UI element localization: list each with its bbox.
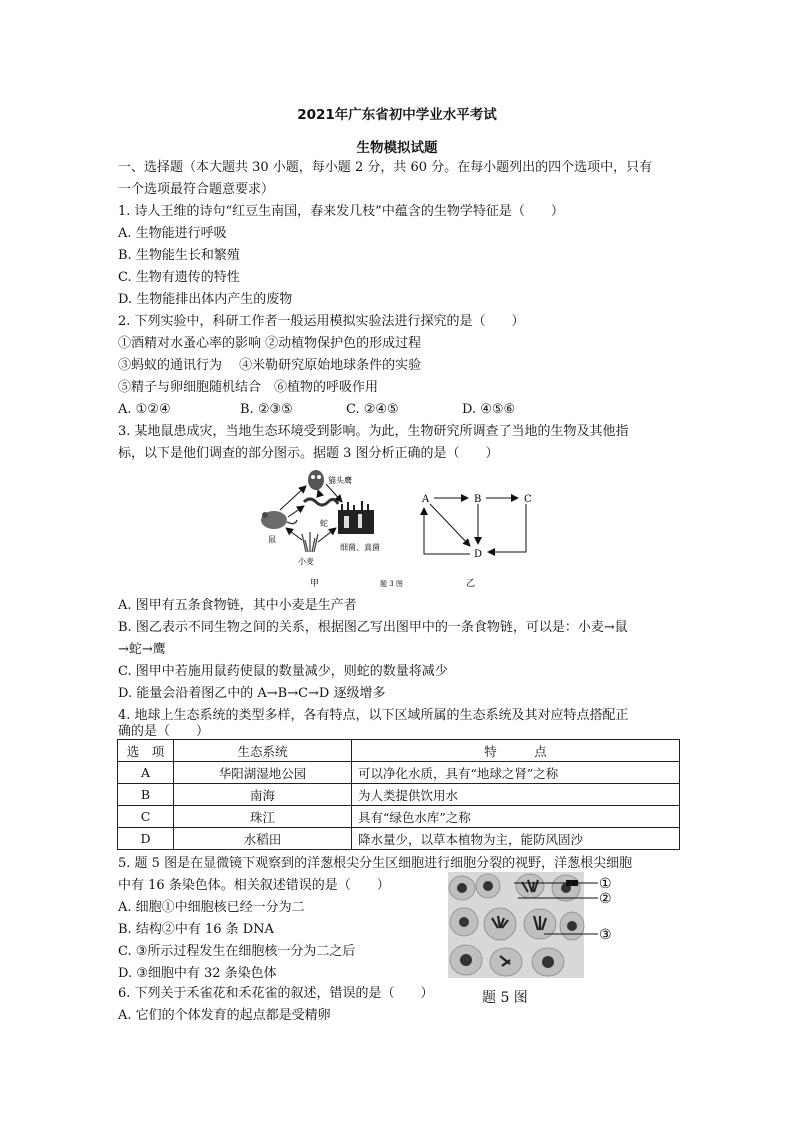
- owl-icon: [308, 470, 324, 490]
- food-web-jia: [261, 470, 380, 589]
- arrow-d-a: [424, 508, 470, 554]
- table-cell: 华阳湖湿地公园: [174, 762, 352, 784]
- table-cell: D: [118, 828, 174, 850]
- q5-option-a: A. 细胞①中细胞核已经一分为二: [118, 900, 305, 915]
- q2-option-c: C. ②④⑤: [346, 402, 399, 417]
- label-2: ②: [599, 891, 612, 907]
- node-d: D: [474, 549, 483, 560]
- exam-subtitle: 生物模拟试题: [356, 140, 438, 156]
- rat-icon: [261, 511, 297, 529]
- table-row: [118, 828, 680, 850]
- q1-stem: 1. 诗人王维的诗句“红豆生南国，春来发几枝”中蕴含的生物学特征是（ ）: [118, 204, 564, 219]
- arrow-wheat-rat: [286, 528, 302, 540]
- q3-option-b-cont: →蛇→鹰: [118, 642, 166, 657]
- label-snake: 蛇: [320, 519, 328, 528]
- table-cell: 具有“绿色水库”之称: [352, 806, 680, 828]
- q5-stem-line2: 中有 16 条染色体。相关叙述错误的是（ ）: [118, 878, 390, 893]
- arrow-wheat-fungi: [318, 528, 336, 542]
- table-header-row: [118, 740, 680, 762]
- table-cell: A: [118, 762, 174, 784]
- q5-micrograph: [448, 872, 618, 1006]
- fungi-icon: [338, 501, 374, 534]
- exam-title: 2021年广东省初中学业水平考试: [297, 107, 497, 123]
- table-cell: 为人类提供饮用水: [352, 784, 680, 806]
- table-cell: 珠江: [174, 806, 352, 828]
- q2-item-line1: ①酒精对水蚤心率的影响 ②动植物保护色的形成过程: [118, 336, 422, 351]
- q2-option-b: B. ②③⑤: [240, 402, 293, 417]
- ecosystem-table: [117, 739, 680, 850]
- table-row: [118, 806, 680, 828]
- q2-options: [118, 402, 515, 418]
- table-cell: 降水量少，以草本植物为主，能防风固沙: [352, 828, 680, 850]
- table-cell: C: [118, 806, 174, 828]
- label-wheat: 小麦: [298, 557, 314, 566]
- label-jia: 甲: [310, 579, 320, 589]
- arrow-c-d: [488, 504, 526, 552]
- label-owl: 猫头鹰: [328, 476, 352, 485]
- table-header: 特 点: [352, 740, 680, 762]
- q6-stem: 6. 下列关于禾雀花和禾花雀的叙述，错误的是（ ）: [118, 986, 434, 1001]
- arrow-snake-owl: [318, 490, 320, 496]
- table-cell: 水稻田: [174, 828, 352, 850]
- q3-option-c: C. 图甲中若施用鼠药使鼠的数量减少，则蛇的数量将减少: [118, 664, 448, 679]
- section-heading-line2: 一个选项最符合题意要求）: [118, 182, 275, 197]
- q2-stem: 2. 下列实验中，科研工作者一般运用模拟实验法进行探究的是（ ）: [118, 314, 525, 329]
- node-a: A: [422, 494, 430, 505]
- q3-stem-line1: 3. 某地鼠患成灾，当地生态环境受到影响。为此，生物研究所调查了当地的生物及其他指: [118, 424, 629, 439]
- q2-item-line2: ③蚂蚁的通讯行为 ④米勒研究原始地球条件的实验: [118, 358, 422, 373]
- q2-option-a: A. ①②④: [118, 402, 171, 417]
- label-fungi: 细菌、真菌: [340, 543, 380, 552]
- node-b: B: [474, 494, 482, 505]
- label-rat: 鼠: [268, 535, 276, 544]
- q1-option-b: B. 生物能生长和繁殖: [118, 248, 240, 263]
- q6-option-a: A. 它们的个体发育的起点都是受精卵: [118, 1008, 331, 1023]
- q3-option-b: B. 图乙表示不同生物之间的关系，根据图乙写出图甲中的一条食物链，可以是：小麦→鼠: [118, 620, 628, 635]
- table-cell: 南海: [174, 784, 352, 806]
- label-1: ①: [599, 876, 612, 892]
- q3-option-d: D. 能量会沿着图乙中的 A→B→C→D 逐级增多: [118, 686, 386, 701]
- label-yi: 乙: [466, 579, 476, 589]
- wheat-icon: [302, 532, 318, 552]
- arrow-a-d: [430, 504, 470, 546]
- q2-option-d: D. ④⑤⑥: [462, 402, 516, 417]
- table-row: [118, 762, 680, 784]
- q1-option-a: A. 生物能进行呼吸: [118, 226, 227, 241]
- section-heading-line1: 一、选择题（本大题共 30 小题，每小题 2 分，共 60 分。在每小题列出的四个选项中，只有: [118, 160, 653, 175]
- q4-stem-line1: 4. 地球上生态系统的类型多样，各有特点，以下区域所属的生态系统及其对应特点搭配正: [118, 708, 629, 723]
- table-cell: B: [118, 784, 174, 806]
- arrow-rat-owl: [280, 486, 306, 510]
- figure5-caption: 题 5 图: [482, 990, 528, 1006]
- q1-option-d: D. 生物能排出体内产生的废物: [118, 292, 293, 307]
- q5-option-d: D. ③细胞中有 32 条染色体: [118, 966, 277, 981]
- q1-option-c: C. 生物有遗传的特性: [118, 270, 240, 285]
- arrow-rat-snake: [288, 506, 304, 517]
- diagram-yi: [421, 494, 532, 589]
- snake-icon: [304, 499, 338, 505]
- label-3: ③: [599, 927, 612, 943]
- q5-option-c: C. ③所示过程发生在细胞核一分为二之后: [118, 944, 356, 959]
- table-cell: 可以净化水质，具有“地球之肾”之称: [352, 762, 680, 784]
- q2-item-line3: ⑤精子与卵细胞随机结合 ⑥植物的呼吸作用: [118, 380, 379, 395]
- q3-option-a: A. 图甲有五条食物链，其中小麦是生产者: [118, 598, 357, 613]
- q4-stem-line2: 确的是（ ）: [118, 724, 210, 739]
- q5-option-b: B. 结构②中有 16 条 DNA: [118, 922, 274, 937]
- table-header: 选 项: [118, 740, 174, 762]
- node-c: C: [524, 494, 532, 505]
- table-header: 生态系统: [174, 740, 352, 762]
- q5-stem-line1: 5. 题 5 图是在显微镜下观察到的洋葱根尖分生区细胞进行细胞分裂的视野，洋葱根尖细胞: [118, 856, 633, 871]
- q3-stem-line2: 标，以下是他们调查的部分图示。据题 3 图分析正确的是（ ）: [118, 446, 499, 461]
- q3-figure: [258, 462, 558, 590]
- table-row: [118, 784, 680, 806]
- figure3-caption: 题 3 图: [380, 580, 403, 588]
